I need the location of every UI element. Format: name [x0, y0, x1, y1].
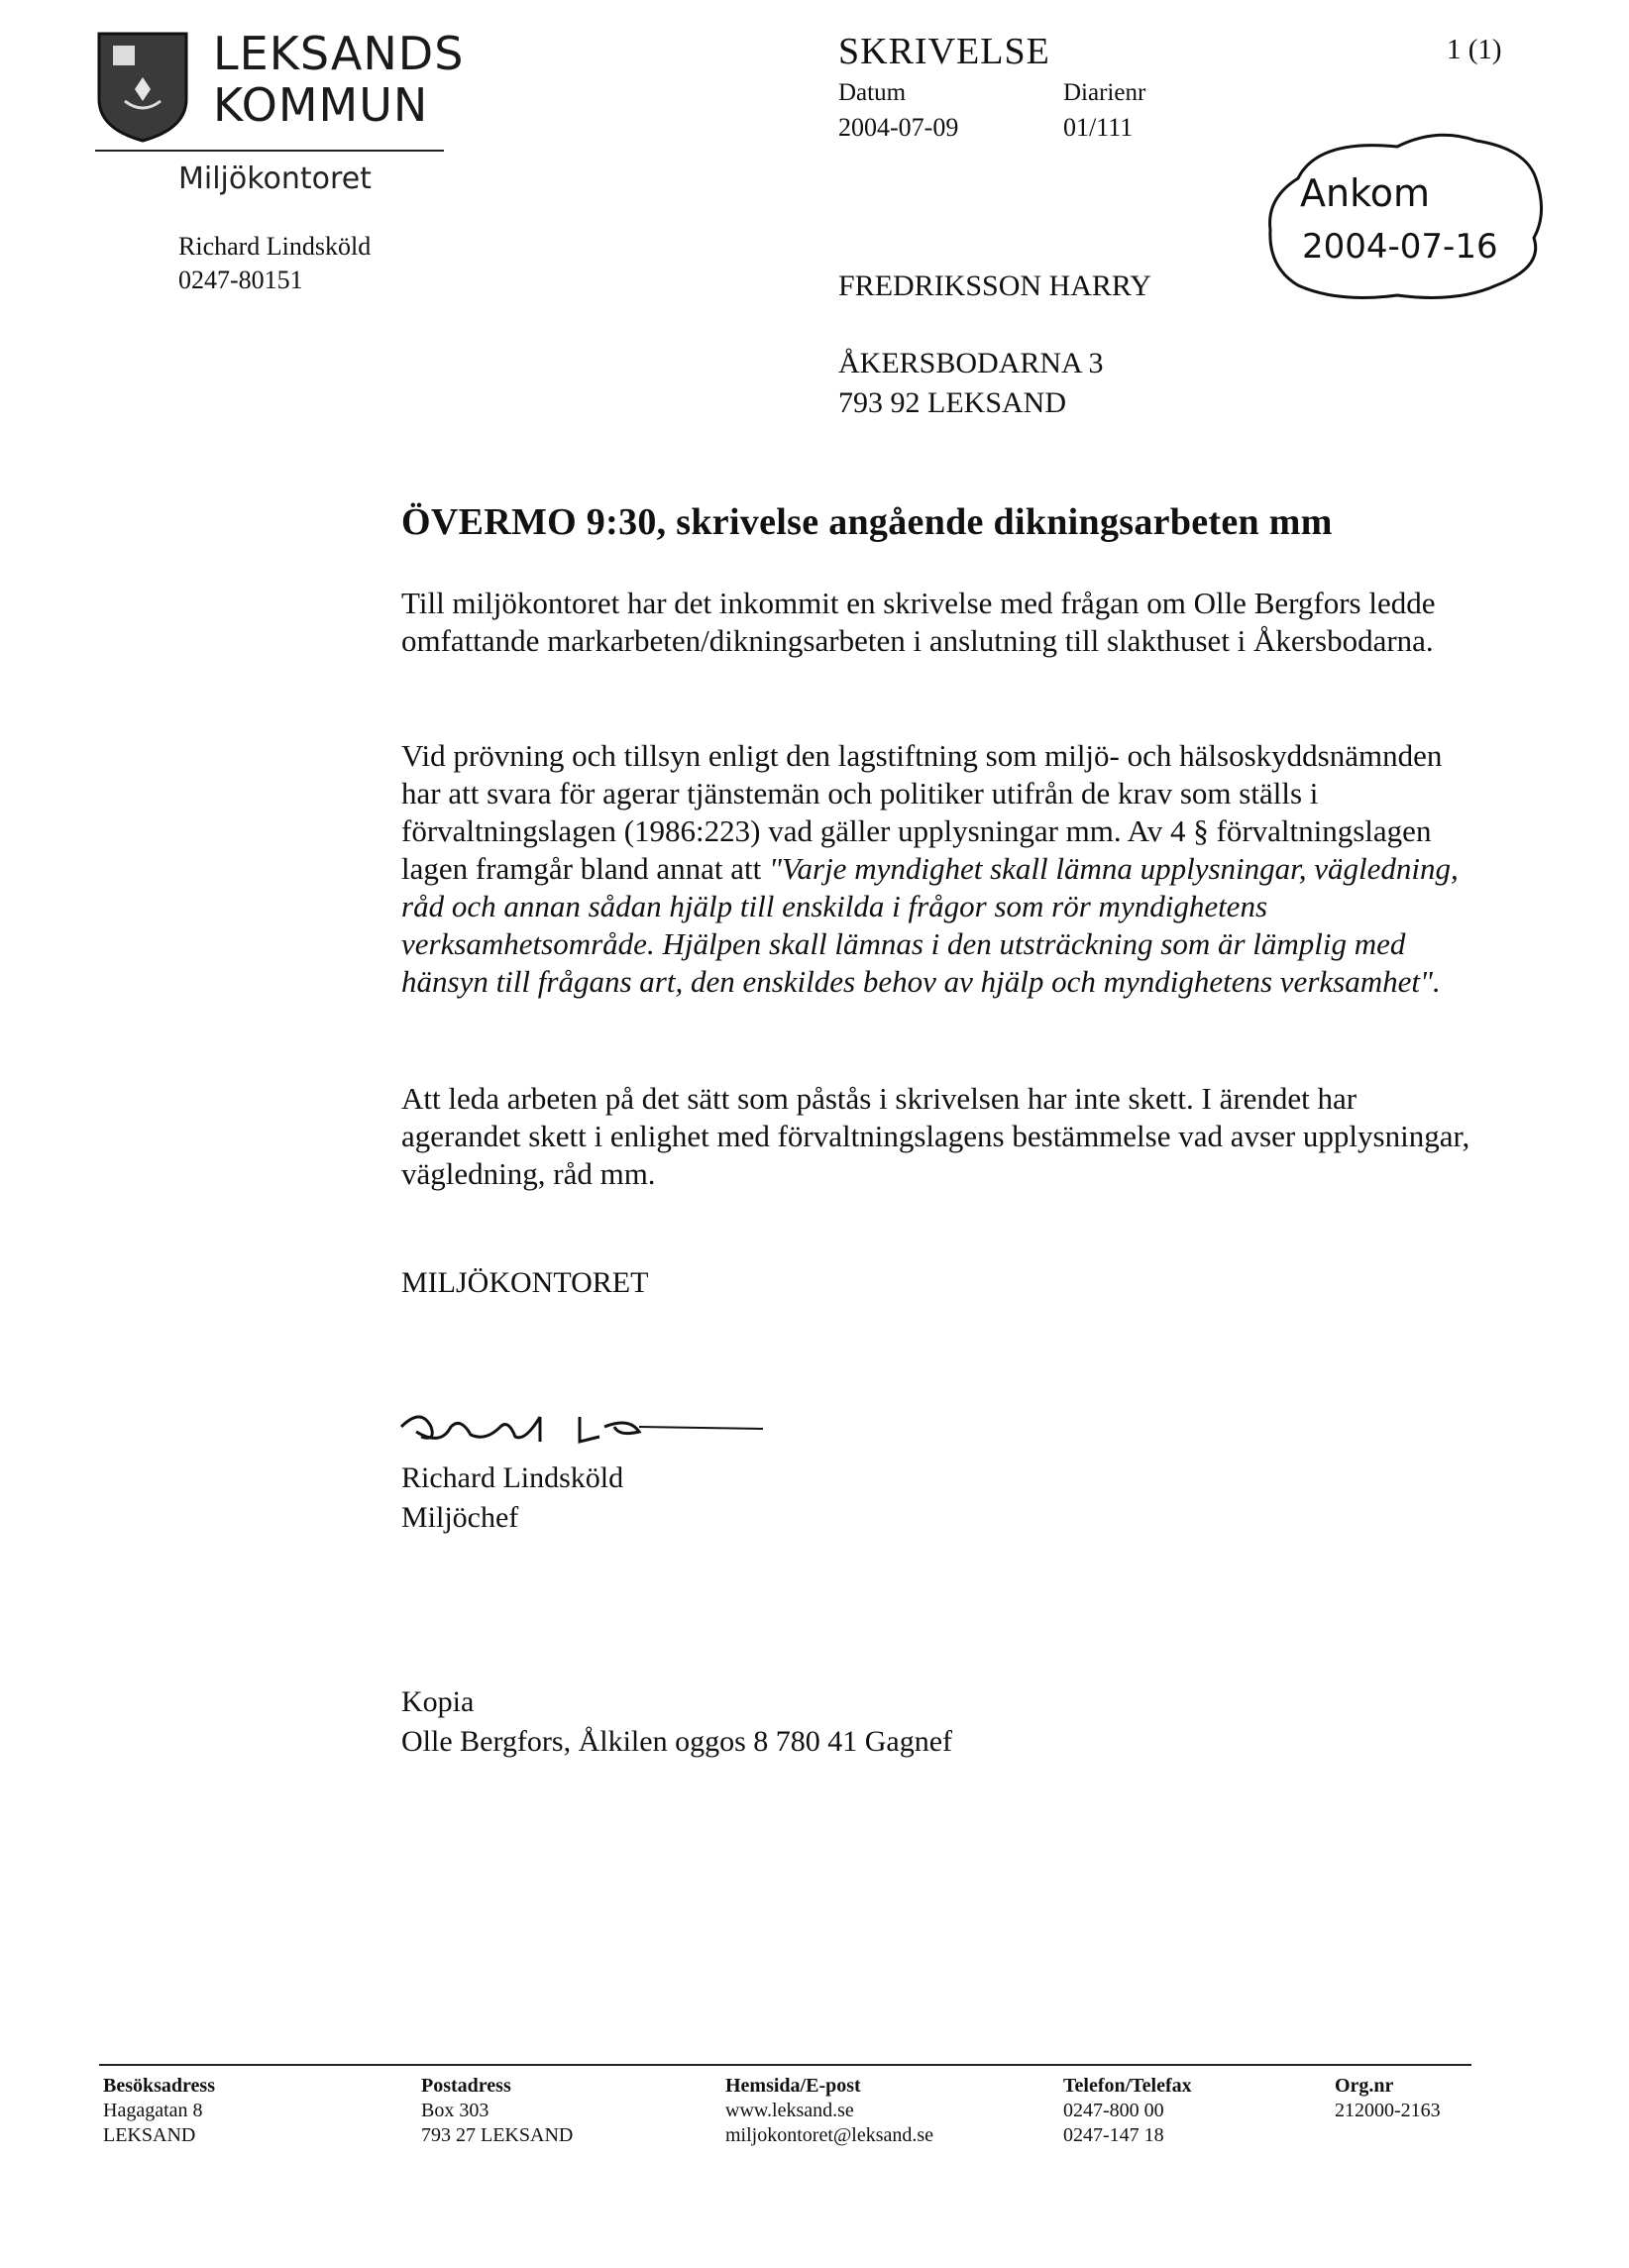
header-divider: [95, 150, 444, 152]
footer-telephone: 0247-800 00: [1063, 2100, 1164, 2121]
footer-visit-address: [103, 2074, 215, 2148]
org-name-line1: LEKSANDS: [213, 27, 465, 80]
footer-website: www.leksand.se: [725, 2100, 854, 2121]
footer-phone: [1063, 2074, 1192, 2148]
signoff-office: MILJÖKONTORET: [401, 1266, 649, 1299]
coat-of-arms-logo: [95, 30, 190, 145]
received-stamp: [1258, 119, 1556, 312]
footer-org-value: 212000-2163: [1335, 2100, 1441, 2121]
law-quote: "Varje myndighet skall lämna upplysningar, vägledning, råd och annan sådan hjälp till enskilda i frågor som rör myndighetens verksamhetsområde. Hjälpen skall lämnas i den utsträckning som är lämplig med hänsyn till frågans art, den enskildes behov av hjälp och myndighetens verksamhet".: [401, 851, 1459, 999]
footer-post-line1: Box 303: [421, 2100, 489, 2121]
recipient-street: ÅKERSBODARNA 3: [838, 347, 1104, 379]
signer: [401, 1458, 623, 1538]
signer-title: Miljöchef: [401, 1501, 519, 1534]
footer-visit-line1: Hagagatan 8: [103, 2100, 203, 2121]
diary-label: Diarienr: [1063, 79, 1146, 106]
org-name-line2: KOMMUN: [213, 78, 429, 132]
footer-post-heading: Postadress: [421, 2075, 511, 2097]
copy-recipient: Olle Bergfors, Ålkilen oggos 8 780 41 Gagnef: [401, 1725, 953, 1758]
footer-post-line2: 793 27 LEKSAND: [421, 2124, 574, 2146]
body-paragraph-3: [401, 1080, 1471, 1193]
footer-web-heading: Hemsida/E-post: [725, 2075, 861, 2097]
body-paragraph-1-text: Till miljökontoret har det inkommit en skrivelse med frågan om Olle Bergfors ledde omfattande markarbeten/dikningsarbeten i anslutning till slakthuset i Åkersbodarna.: [401, 586, 1436, 658]
footer-web: [725, 2074, 933, 2148]
stamp-line2: 2004-07-16: [1302, 227, 1498, 267]
org-name: [213, 28, 464, 131]
page-indicator: 1 (1): [1447, 34, 1502, 65]
recipient-postal: 793 92 LEKSAND: [838, 386, 1066, 419]
footer-postal-address: [421, 2074, 573, 2148]
body-paragraph-2-text: Vid prövning och tillsyn enligt den lagstiftning som miljö- och hälsoskyddsnämnden har att svara för agerar tjänstemän och politiker utifrån de krav som ställs i förvaltningslagen (1986:223) vad gäller upplysningar mm. Av 4 § förvaltningslagen lagen framgår bland annat att: [401, 738, 1443, 886]
department: Miljökontoret: [178, 162, 372, 196]
recipient-name: FREDRIKSSON HARRY: [838, 270, 1151, 302]
sender-name: Richard Lindsköld: [178, 232, 372, 261]
sender-block: [178, 230, 371, 297]
footer-org-heading: Org.nr: [1335, 2075, 1394, 2097]
copy-label: Kopia: [401, 1685, 475, 1718]
body-paragraph-3-text: Att leda arbeten på det sätt som påstås i skrivelsen har inte skett. I ärendet har agerandet skett i enlighet med förvaltningslagens bestämmelse vad avser upplysningar, vägledning, råd mm.: [401, 1081, 1470, 1191]
footer-divider: [99, 2064, 1471, 2066]
document-type: SKRIVELSE: [838, 31, 1050, 72]
copy-block: [401, 1682, 952, 1762]
footer-phone-heading: Telefon/Telefax: [1063, 2075, 1192, 2097]
stamp-line1: Ankom: [1300, 171, 1430, 215]
date-value: 2004-07-09: [838, 113, 959, 142]
date-label: Datum: [838, 79, 907, 106]
footer-org-number: [1335, 2074, 1441, 2123]
diary-value: 01/111: [1063, 113, 1134, 142]
body-paragraph-2: [401, 737, 1471, 1001]
footer-visit-line2: LEKSAND: [103, 2124, 196, 2146]
sender-phone: 0247-80151: [178, 266, 303, 294]
footer-telefax: 0247-147 18: [1063, 2124, 1164, 2146]
footer-email: miljokontoret@leksand.se: [725, 2124, 934, 2146]
body-paragraph-1: [401, 585, 1471, 660]
footer-visit-heading: Besöksadress: [103, 2075, 215, 2097]
subject-heading: ÖVERMO 9:30, skrivelse angående dikningsarbeten mm: [401, 501, 1333, 543]
signer-name: Richard Lindsköld: [401, 1461, 624, 1494]
